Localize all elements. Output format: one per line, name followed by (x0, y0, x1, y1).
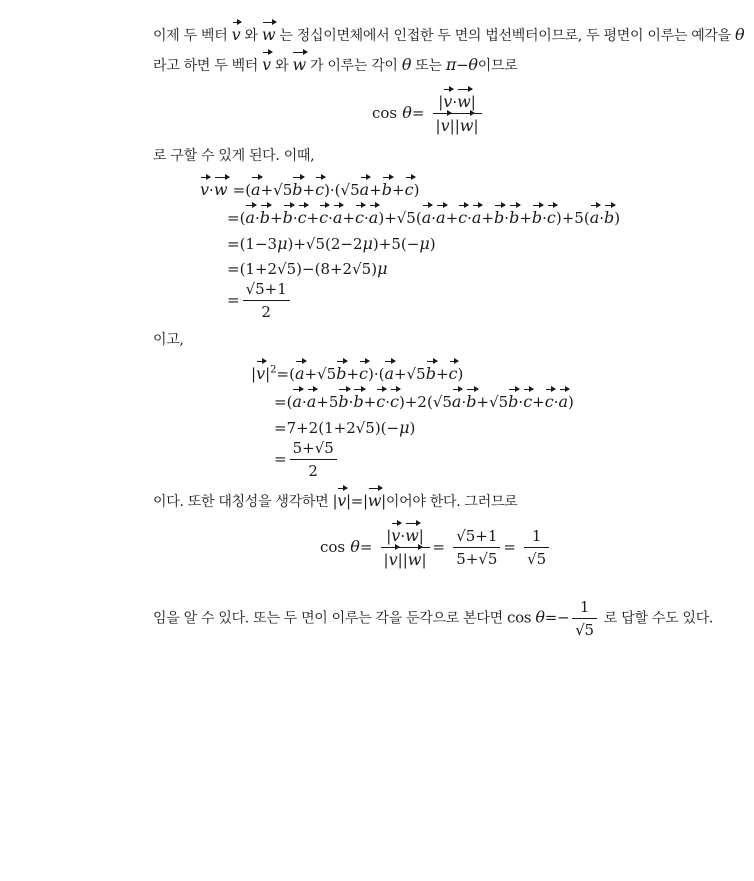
derivation-1-line-1: v·w =(a+√5b+c)·(√5a+b+c) (200, 180, 420, 199)
paragraph-5: 임을 알 수 있다. 또는 두 면이 이루는 각을 둔각으로 본다면 cos θ=− $\frac{1}{√5}$ 로 답할 수도 있다. (153, 598, 714, 639)
cosine-formula: cos θ= $\frac{|v\cdot w|}{|v||w|}$ (372, 92, 485, 135)
derivation-2-line-1: $|v|^2=(a+√5b+c)\cdot(a+√5b+c)$ (251, 364, 464, 383)
derivation-1-line-3: =(1−3μ)+√5(2−2μ)+5(−μ) (227, 234, 436, 253)
derivation-1-line-4: =(1+2√5)−(8+2√5)μ (227, 259, 388, 278)
derivation-1-line-2: =(a·b+b·c+c·a+c·a)+√5(a·a+c·a+b·b+b·c)+5(a·b) (227, 208, 621, 227)
derivation-2-line-4: = $\frac{5+√5}{2}$ (274, 439, 340, 480)
paragraph-2: 로 구할 수 있게 된다. 이때, (153, 148, 315, 164)
paragraph-4: 이다. 또한 대칭성을 생각하면 |v|=|w|이어야 한다. 그러므로 (153, 491, 518, 510)
paragraph-1-line-1: 이제 두 벡터 v 와 w 는 정십이면체에서 인접한 두 면의 법선벡터이므로, 두 평면이 이루는 예각을 θ (153, 25, 745, 44)
derivation-2-line-3: =7+2(1+2√5)(−μ) (274, 418, 416, 437)
derivation-1-line-5: = $\frac{√5+1}{2}$ (227, 280, 293, 321)
paragraph-3: 이고, (153, 332, 184, 348)
final-cosine-formula: cos θ= $\frac{|v\cdot w|}{|v||w|}$ = $\frac{√5+1}{5+√5}$ = $\frac{1}{√5}$ (320, 526, 552, 569)
paragraph-1-line-2: 라고 하면 두 벡터 v 와 w 가 이루는 각이 θ 또는 π−θ이므로 (153, 55, 518, 74)
derivation-2-line-2: =(a·a+5b·b+c·c)+2(√5a·b+√5b·c+c·a) (274, 392, 574, 411)
